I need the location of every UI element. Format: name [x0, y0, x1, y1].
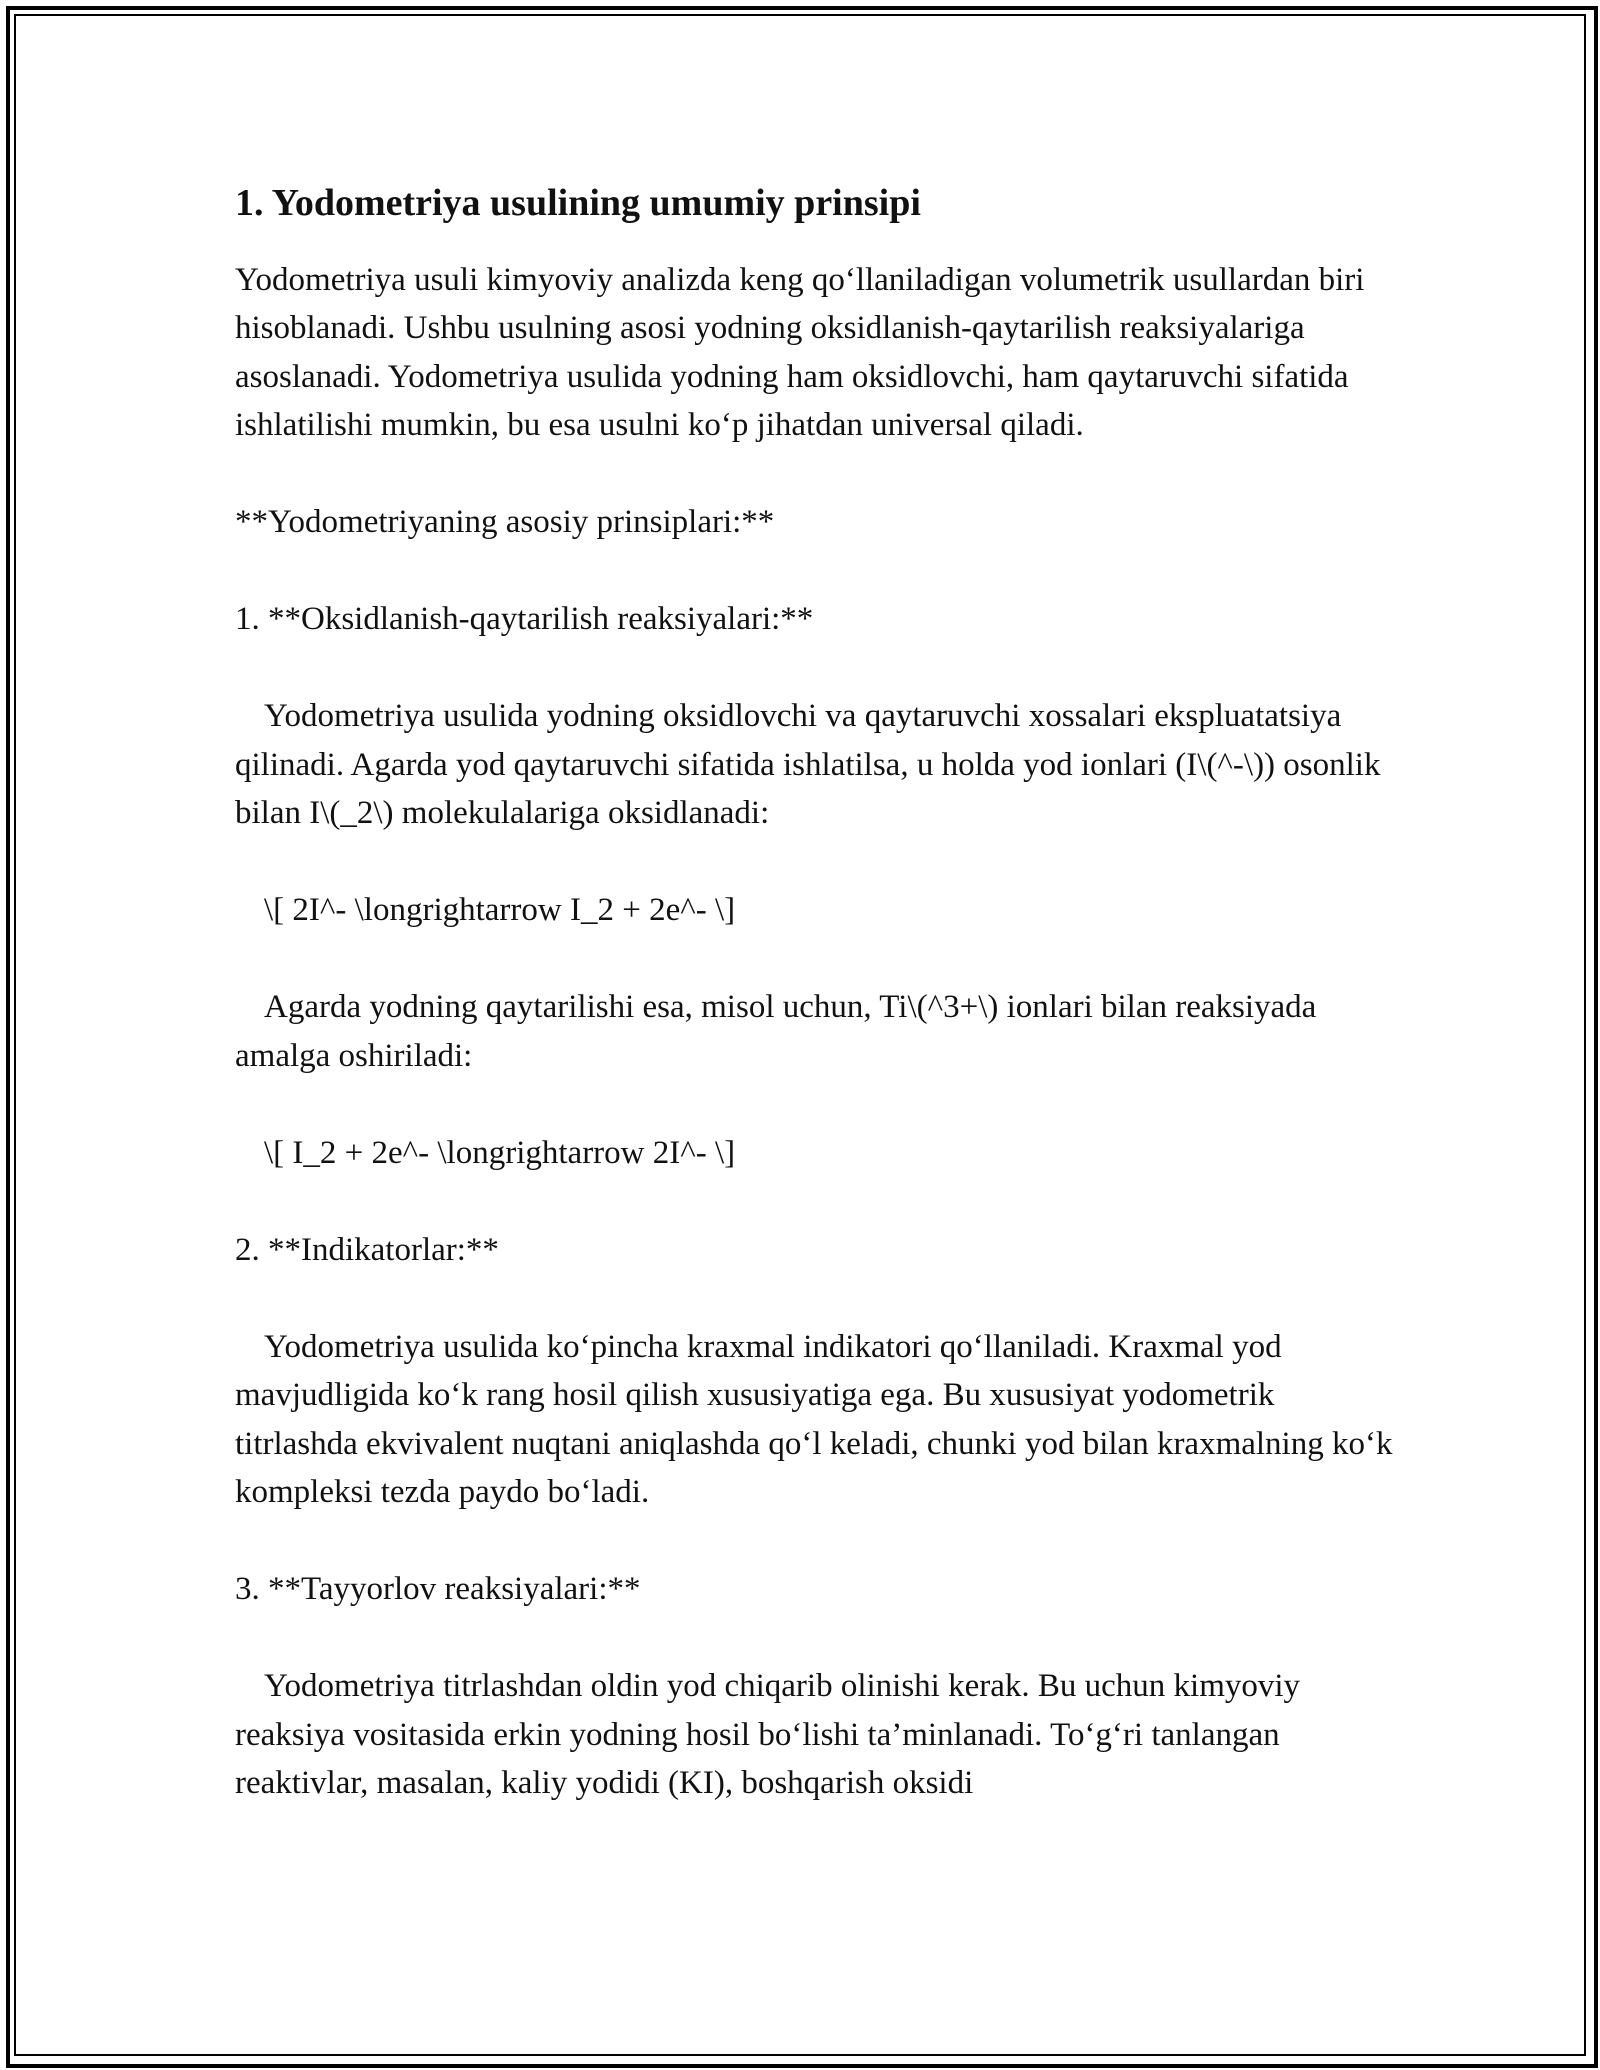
document-body — [235, 180, 1395, 1808]
formula-reduction: \[ I_2 + 2e^- \longrightarrow 2I^- \] — [264, 1134, 736, 1171]
section-2-title: 2. **Indikatorlar:** — [235, 1231, 499, 1268]
intro-paragraph: Yodometriya usuli kimyoviy analizda keng qo‘llaniladigan volumetrik usullardan biri hisoblanadi. Ushbu usulning asosi yodning oksidlanish-qaytarilish reaksiyalariga asoslanadi. Yodometriya usulida yodning ham oksidlovchi, ham qaytaruvchi sifatida ishlatilishi mumkin, bu esa usulni ko‘p jihatdan universal qiladi. — [235, 261, 1365, 443]
formula-oxidation: \[ 2I^- \longrightarrow I_2 + 2e^- \] — [264, 892, 736, 928]
section-2-paragraph: Yodometriya usulida ko‘pincha kraxmal indikatori qo‘llaniladi. Kraxmal yod mavjudligida ko‘k rang hosil qilish xususiyatiga ega. Bu xususiyat yodometrik titrlashda ekvivalent nuqtani aniqlashda qo‘l keladi, chunki yod bilan kraxmalning ko‘k kompleksi tezda paydo bo‘ladi. — [235, 1328, 1393, 1510]
section-3-paragraph: Yodometriya titrlashdan oldin yod chiqarib olinishi kerak. Bu uchun kimyoviy reaksiya vositasida erkin yodning hosil bo‘lishi ta’minlanadi. To‘g‘ri tanlangan reaktivlar, masalan, kaliy yodidi (KI), boshqarish oksidi — [235, 1668, 1301, 1801]
section-1-title: 1. **Oksidlanish-qaytarilish reaksiyalari:** — [235, 601, 814, 637]
section-1-paragraph: Yodometriya usulida yodning oksidlovchi va qaytaruvchi xossalari ekspluatatsiya qilinadi. Agarda yod qaytaruvchi sifatida ishlatilsa, u holda yod ionlari (I\(^-\)) osonlik bilan I\(_2\) molekulalariga oksidlanadi: — [235, 698, 1381, 831]
document-heading: 1. Yodometriya usulining umumiy prinsipi — [235, 182, 921, 224]
section-3-title: 3. **Tayyorlov reaksiyalari:** — [235, 1571, 641, 1607]
principles-heading: **Yodometriyaning asosiy prinsiplari:** — [235, 504, 775, 540]
section-1-paragraph-2: Agarda yodning qaytarilishi esa, misol uchun, Ti\(^3+\) ionlari bilan reaksiyada amalga oshiriladi: — [235, 989, 1317, 1074]
